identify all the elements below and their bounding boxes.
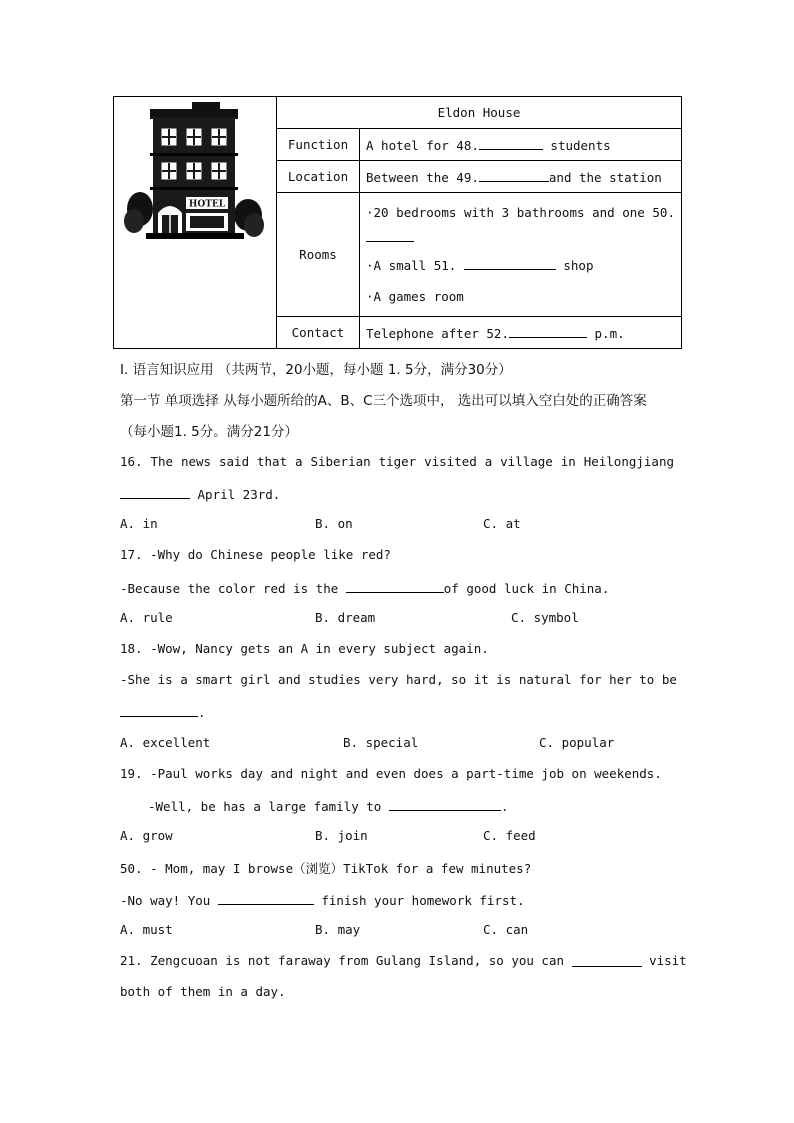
q19-option-a: A. grow — [120, 828, 173, 843]
q17-blank — [346, 579, 444, 593]
table-title: Eldon House — [277, 97, 682, 129]
blank-50 — [366, 228, 414, 242]
blank-52 — [509, 324, 587, 338]
rooms-line-3: ·A games room — [366, 289, 464, 305]
blank-49 — [479, 168, 549, 182]
q18-stem-3: . — [120, 703, 206, 720]
blank-48 — [479, 136, 543, 150]
q50-stem-2: -No way! You finish your homework first. — [120, 893, 525, 908]
hotel-sign-text: HOTEL — [188, 199, 226, 210]
q21-stem-2: both of them in a day. — [120, 984, 286, 999]
section-instructions: 第一节 单项选择 从每小题所给的A、B、C三个选项中， 选出可以填入空白处的正确答案 — [120, 393, 647, 409]
q17-stem-2: -Because the color red is the of good luck in China. — [120, 581, 610, 596]
q50-blank — [218, 891, 314, 905]
q16-option-c: C. at — [483, 516, 521, 531]
q18-stem-2: -She is a smart girl and studies very hard, so it is natural for her to be — [120, 672, 677, 687]
q16-blank — [120, 485, 190, 499]
rooms-line-2: ·A small 51. shop — [366, 258, 594, 274]
contact-label: Contact — [277, 316, 360, 348]
q18-option-b: B. special — [343, 735, 419, 750]
location-label: Location — [277, 161, 360, 193]
rooms-value — [360, 193, 682, 316]
q19-option-b: B. join — [315, 828, 368, 843]
q18-stem: 18. -Wow, Nancy gets an A in every subject again. — [120, 641, 489, 656]
q21-stem: 21. Zengcuoan is not faraway from Gulang Island, so you can visit — [120, 953, 687, 968]
location-value: Between the 49. and the station — [360, 161, 682, 193]
q17-stem: 17. -Why do Chinese people like red? — [120, 547, 391, 562]
q17-option-c: C. symbol — [511, 610, 579, 625]
q18-option-a: A. excellent — [120, 735, 211, 750]
q50-option-b: B. may — [315, 922, 361, 937]
building-picture-cell — [114, 97, 277, 349]
q50-option-c: C. can — [483, 922, 529, 937]
contact-value: Telephone after 52. p.m. — [360, 316, 682, 348]
q16-option-a: A. in — [120, 516, 158, 531]
q16-stem: 16. The news said that a Siberian tiger visited a village in Heilongjiang — [120, 454, 674, 469]
function-label: Function — [277, 129, 360, 161]
blank-51 — [464, 256, 556, 270]
q50-stem: 50. - Mom, may I browse（浏览）TikTok for a few minutes? — [120, 861, 532, 876]
q18-blank — [120, 703, 198, 717]
q19-stem: 19. -Paul works day and night and even does a part-time job on weekends. — [120, 766, 662, 781]
hotel-building-icon — [120, 97, 270, 345]
eldon-house-table — [113, 96, 682, 349]
q16-stem-2: April 23rd. — [120, 485, 280, 502]
q16-option-b: B. on — [315, 516, 353, 531]
q17-option-a: A. rule — [120, 610, 173, 625]
q19-stem-2: -Well, be has a large family to . — [148, 799, 509, 814]
rooms-line-1: ·20 bedrooms with 3 bathrooms and one 50. — [366, 205, 675, 221]
section-score-note: （每小题1. 5分。满分21分） — [120, 424, 298, 440]
section-heading: I. 语言知识应用 （共两节，20小题，每小题 1. 5分，满分30分） — [120, 362, 512, 378]
rooms-label: Rooms — [277, 193, 360, 316]
q19-option-c: C. feed — [483, 828, 536, 843]
q18-option-c: C. popular — [539, 735, 615, 750]
q50-option-a: A. must — [120, 922, 173, 937]
q19-blank — [389, 797, 501, 811]
function-value: A hotel for 48. students — [360, 129, 682, 161]
q21-blank — [572, 953, 642, 967]
q17-option-b: B. dream — [315, 610, 376, 625]
